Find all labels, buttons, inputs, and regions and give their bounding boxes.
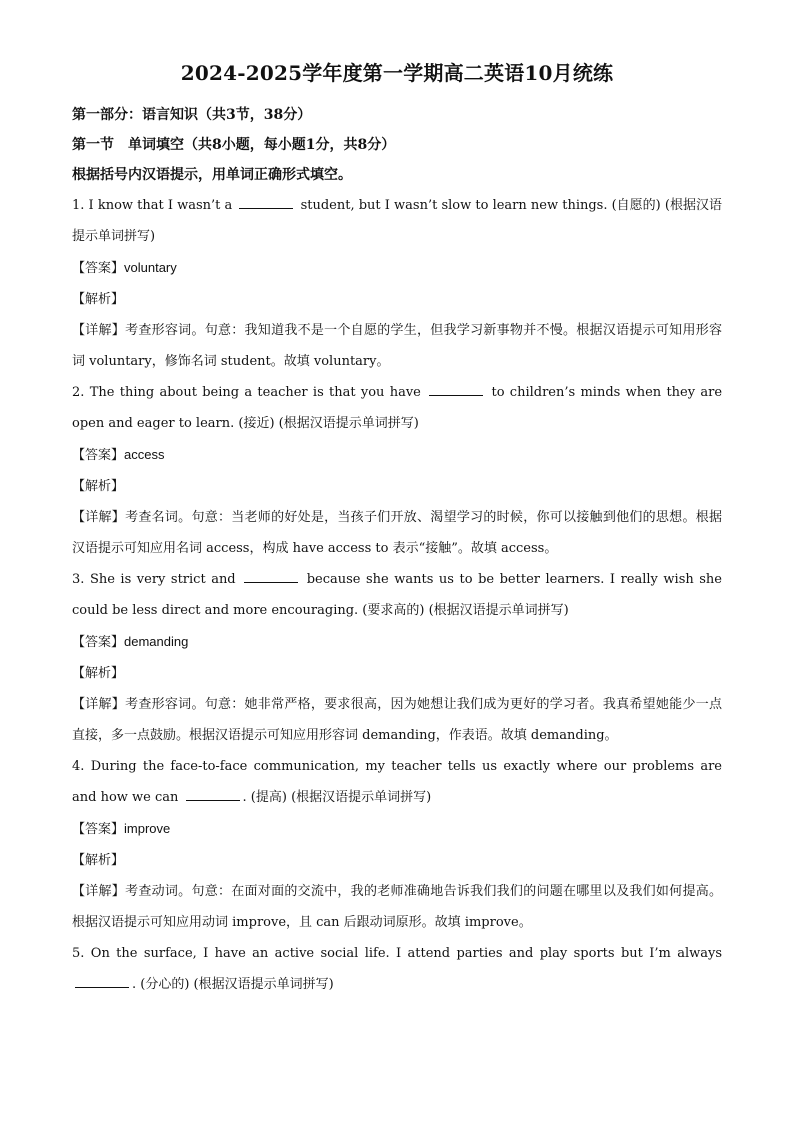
analysis-line-1 <box>72 284 722 315</box>
question-text-after: to children’s minds when they are open and eager to learn. (接近) (根据汉语提示单词拼写) <box>72 385 723 431</box>
detail-label: 【详解】 <box>72 697 126 712</box>
document-title: 2024-2025学年度第一学期高二英语10月统练 <box>180 61 614 85</box>
detail-text: 考查形容词。句意：她非常严格，要求很高，因为她想让我们成为更好的学习者。我真希望她能少一点直接，多一点鼓励。根据汉语提示可知应用形容词 demanding，作表语。故填 demanding。 <box>72 697 722 743</box>
question-number: 1. <box>72 198 85 213</box>
question-text-before: On the surface, I have an active social life. I attend parties and play sports but I’m always <box>90 946 722 961</box>
analysis-line-4 <box>72 845 722 876</box>
answer-line-2 <box>72 439 722 471</box>
question-text-before: She is very strict and <box>89 572 236 587</box>
question-1 <box>72 190 722 252</box>
detail-line-2 <box>72 502 722 564</box>
answer-blank <box>75 974 129 988</box>
answer-blank <box>244 569 298 583</box>
answer-blank <box>186 787 240 801</box>
document-page <box>72 60 722 1000</box>
answer-blank <box>429 382 483 396</box>
detail-text: 考查动词。句意：在面对面的交流中，我的老师准确地告诉我们我们的问题在哪里以及我们如何提高。根据汉语提示可知应用动词 improve，且 can 后跟动词原形。故填 improve。 <box>72 884 722 930</box>
question-5 <box>72 938 722 1000</box>
answer-label: 【答案】 <box>72 822 125 837</box>
question-text-before: During the face-to-face communication, my teacher tells us exactly where our problems are and how we can <box>72 759 722 805</box>
analysis-label: 【解析】 <box>72 292 125 307</box>
answer-value: access <box>124 447 165 462</box>
answer-line-1 <box>72 252 722 284</box>
detail-label: 【详解】 <box>72 510 126 525</box>
answer-label: 【答案】 <box>72 635 125 650</box>
question-text-before: The thing about being a teacher is that you have <box>89 385 421 400</box>
question-2 <box>72 377 722 439</box>
detail-line-3 <box>72 689 722 751</box>
section-heading: 第一节 单词填空（共8小题，每小题1分，共8分） <box>72 137 396 153</box>
question-text-after: student, but I wasn’t slow to learn new things. (自愿的) (根据汉语提示单词拼写) <box>72 198 722 244</box>
question-4 <box>72 751 722 813</box>
question-number: 5. <box>72 946 85 961</box>
part-heading: 第一部分：语言知识（共3节，38分） <box>72 107 312 123</box>
instruction: 根据括号内汉语提示，用单词正确形式填空。 <box>72 167 352 183</box>
answer-line-4 <box>72 813 722 845</box>
detail-line-1 <box>72 315 722 377</box>
question-text-after: because she wants us to be better learners. I really wish she could be less direct and more encouraging. (要求高的) (根据汉语提示单词拼写) <box>72 572 722 618</box>
analysis-line-2 <box>72 471 722 502</box>
analysis-label: 【解析】 <box>72 666 125 681</box>
answer-value: demanding <box>124 634 189 649</box>
analysis-line-3 <box>72 658 722 689</box>
question-text-after: . (提高) (根据汉语提示单词拼写) <box>242 790 432 805</box>
question-number: 3. <box>72 572 85 587</box>
question-number: 2. <box>72 385 85 400</box>
answer-value: voluntary <box>124 260 177 275</box>
detail-label: 【详解】 <box>72 884 126 899</box>
answer-blank <box>239 195 293 209</box>
question-number: 4. <box>72 759 85 774</box>
question-3 <box>72 564 722 626</box>
answer-label: 【答案】 <box>72 448 125 463</box>
detail-label: 【详解】 <box>72 323 126 338</box>
question-text-before: I know that I wasn’t a <box>88 198 233 213</box>
answer-value: improve <box>124 821 171 836</box>
detail-text: 考查名词。句意：当老师的好处是，当孩子们开放、渴望学习的时候，你可以接触到他们的思想。根据汉语提示可知应用名词 access，构成 have access to 表示“接触”。故填 access。 <box>72 510 722 556</box>
analysis-label: 【解析】 <box>72 479 125 494</box>
detail-line-4 <box>72 876 722 938</box>
analysis-label: 【解析】 <box>72 853 125 868</box>
answer-line-3 <box>72 626 722 658</box>
answer-label: 【答案】 <box>72 261 125 276</box>
question-text-after: . (分心的) (根据汉语提示单词拼写) <box>132 977 334 992</box>
detail-text: 考查形容词。句意：我知道我不是一个自愿的学生，但我学习新事物并不慢。根据汉语提示可知用形容词 voluntary，修饰名词 student。故填 voluntary。 <box>72 323 722 369</box>
